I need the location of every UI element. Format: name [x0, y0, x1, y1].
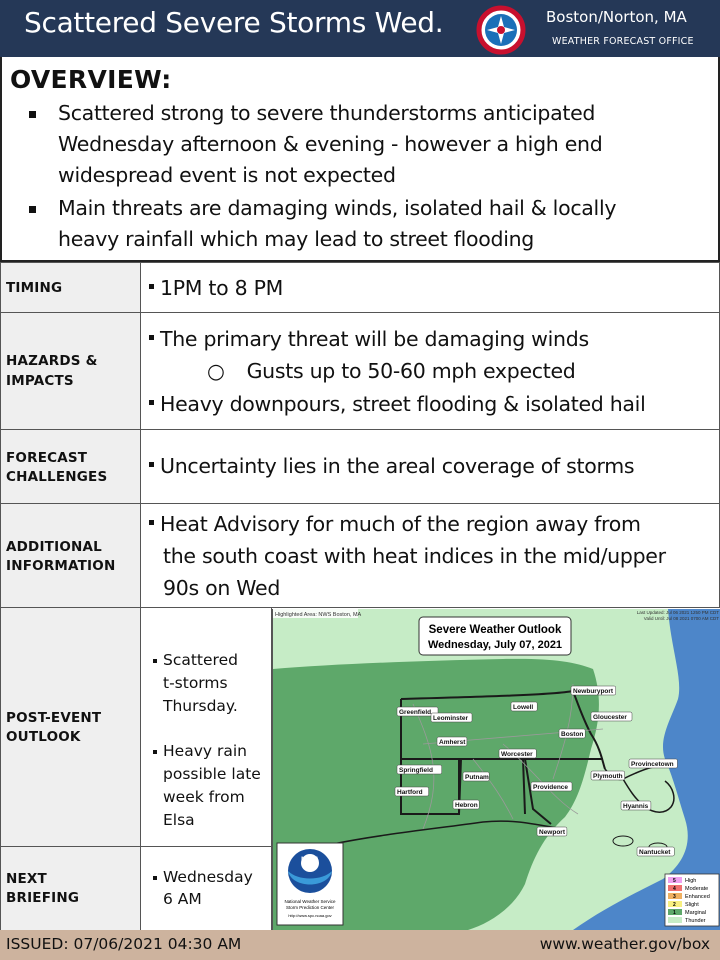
city-label: Nantucket — [639, 849, 671, 856]
legend-number: 2 — [673, 902, 676, 908]
post-event-item-1-line: Thursday. — [163, 697, 238, 715]
overview-item-1 — [58, 98, 698, 191]
post-event-item-2-line: possible late — [163, 765, 261, 783]
legend-label: Moderate — [685, 886, 709, 892]
hazards-secondary: Heavy downpours, street flooding & isolated hail — [149, 392, 645, 416]
hazards-gusts: ○ Gusts up to 50-60 mph expected — [207, 359, 576, 383]
bullet-icon — [27, 107, 41, 121]
office-city: Boston/Norton, MA — [546, 8, 687, 26]
post-event-label-cell — [0, 608, 141, 846]
agency-line-2: Storm Prediction Center — [285, 905, 335, 910]
legend-swatch — [668, 917, 682, 923]
post-event-content-cell — [141, 608, 272, 846]
legend-label: Thunder — [685, 918, 706, 924]
legend-number: 5 — [673, 878, 676, 884]
challenges-label-cell — [0, 430, 141, 503]
timing-text: 1PM to 8 PM — [149, 276, 283, 300]
additional-label-cell — [0, 504, 141, 607]
additional-label-line2: INFORMATION — [6, 558, 116, 574]
hazards-primary: The primary threat will be damaging winds — [149, 327, 589, 351]
city-label: Newport — [539, 829, 565, 836]
city-label: Lowell — [513, 704, 534, 711]
overview-item-1-line: widespread event is not expected — [58, 163, 396, 187]
post-event-item-1-line: Scattered — [163, 651, 238, 669]
next-briefing-line: 6 AM — [163, 890, 202, 908]
next-briefing-label-line1: NEXT — [6, 871, 47, 887]
timing-label-cell — [0, 263, 141, 312]
city-label: Provincetown — [631, 761, 674, 768]
additional-content-cell — [141, 504, 720, 607]
overview-section — [0, 57, 720, 262]
legend-label: High — [685, 878, 697, 884]
additional-row — [0, 504, 720, 608]
legend-label: Enhanced — [685, 894, 710, 900]
agency-url: http://www.spc.noaa.gov — [288, 913, 332, 918]
city-label: Springfield — [399, 767, 433, 774]
additional-line: Heat Advisory for much of the region away from — [149, 512, 641, 536]
marthas-vineyard — [613, 836, 633, 846]
overview-title: OVERVIEW: — [10, 65, 172, 94]
city-label: Gloucester — [593, 714, 627, 721]
hazards-row — [0, 313, 720, 430]
overview-item-2-line: Main threats are damaging winds, isolated hail & locally — [58, 196, 617, 220]
nws-seal-logo — [476, 5, 526, 55]
sub-bullet-icon: ○ — [207, 359, 225, 383]
legend-label: Slight — [685, 902, 699, 908]
city-label: Hebron — [455, 802, 478, 809]
city-label: Greenfield — [399, 709, 432, 716]
hazards-label-line1: HAZARDS & — [6, 353, 98, 369]
page-title: Scattered Severe Storms Wed. — [24, 6, 444, 39]
office-label: WEATHER FORECAST OFFICE — [552, 36, 694, 47]
issued-timestamp: ISSUED: 07/06/2021 04:30 AM — [6, 935, 242, 953]
highlight-note: Highlighted Area: NWS Boston, MA — [275, 612, 362, 618]
post-event-item-2-line: week from — [163, 788, 245, 806]
timing-content-cell — [141, 263, 720, 312]
hazards-label-line2: IMPACTS — [6, 373, 74, 389]
challenges-label-line2: CHALLENGES — [6, 469, 108, 485]
city-label: Amherst — [439, 739, 466, 746]
next-briefing-label-cell — [0, 847, 141, 930]
hazards-content-cell — [141, 313, 720, 429]
hazards-label-cell — [0, 313, 141, 429]
overview-item-1-line: Wednesday afternoon & evening - however a high end — [58, 132, 603, 156]
valid-until: Valid Until: Jul 08 2021 0700 AM CDT — [643, 616, 719, 621]
additional-label-line1: ADDITIONAL — [6, 539, 102, 555]
challenges-text: Uncertainty lies in the areal coverage of storms — [149, 454, 634, 478]
additional-line: the south coast with heat indices in the mid/upper — [163, 544, 666, 568]
post-event-label-line1: POST-EVENT — [6, 710, 102, 726]
city-label: Leominster — [433, 715, 469, 722]
challenges-content-cell — [141, 430, 720, 503]
next-briefing-line: Wednesday — [163, 868, 253, 886]
overview-item-1-line: Scattered strong to severe thunderstorms anticipated — [58, 101, 596, 125]
challenges-label-line1: FORECAST — [6, 450, 88, 466]
additional-line: 90s on Wed — [163, 576, 281, 600]
city-label: Newburyport — [573, 688, 614, 695]
website-link[interactable]: www.weather.gov/box — [539, 935, 710, 953]
agency-line-1: National Weather Service — [284, 899, 336, 904]
legend-number: 1 — [673, 910, 676, 916]
timing-row — [0, 262, 720, 313]
city-label: Putnam — [465, 774, 489, 781]
challenges-row — [0, 430, 720, 504]
last-updated: Last Updated: Jul 06 2021 1250 PM CDT — [636, 610, 719, 615]
post-event-item-1-line: t-storms — [163, 674, 228, 692]
map-subtitle: Wednesday, July 07, 2021 — [427, 639, 563, 651]
city-label: Providence — [533, 784, 569, 791]
bullet-icon — [27, 202, 41, 216]
city-label: Boston — [561, 731, 584, 738]
post-event-label-line2: OUTLOOK — [6, 729, 81, 745]
city-label: Worcester — [501, 751, 533, 758]
timing-label: TIMING — [6, 280, 63, 296]
legend-number: 3 — [673, 894, 676, 900]
noaa-logo-text: NOAA — [301, 857, 319, 863]
severe-weather-outlook-map — [272, 609, 720, 930]
next-briefing-label-line2: BRIEFING — [6, 890, 80, 906]
map-title: Severe Weather Outlook — [428, 624, 562, 636]
next-briefing-content-cell — [141, 847, 272, 930]
overview-item-2 — [58, 193, 698, 255]
post-event-item-2-line: Heavy rain — [163, 742, 247, 760]
city-label: Hyannis — [623, 803, 649, 810]
city-label: Hartford — [397, 789, 423, 796]
legend-label: Marginal — [685, 910, 707, 916]
post-event-item-2-line: Elsa — [163, 811, 195, 829]
overview-item-2-line: heavy rainfall which may lead to street flooding — [58, 227, 535, 251]
header-bar — [0, 0, 720, 57]
city-label: Plymouth — [593, 773, 623, 780]
legend-number: 4 — [673, 886, 676, 892]
footer-bar — [0, 930, 720, 960]
